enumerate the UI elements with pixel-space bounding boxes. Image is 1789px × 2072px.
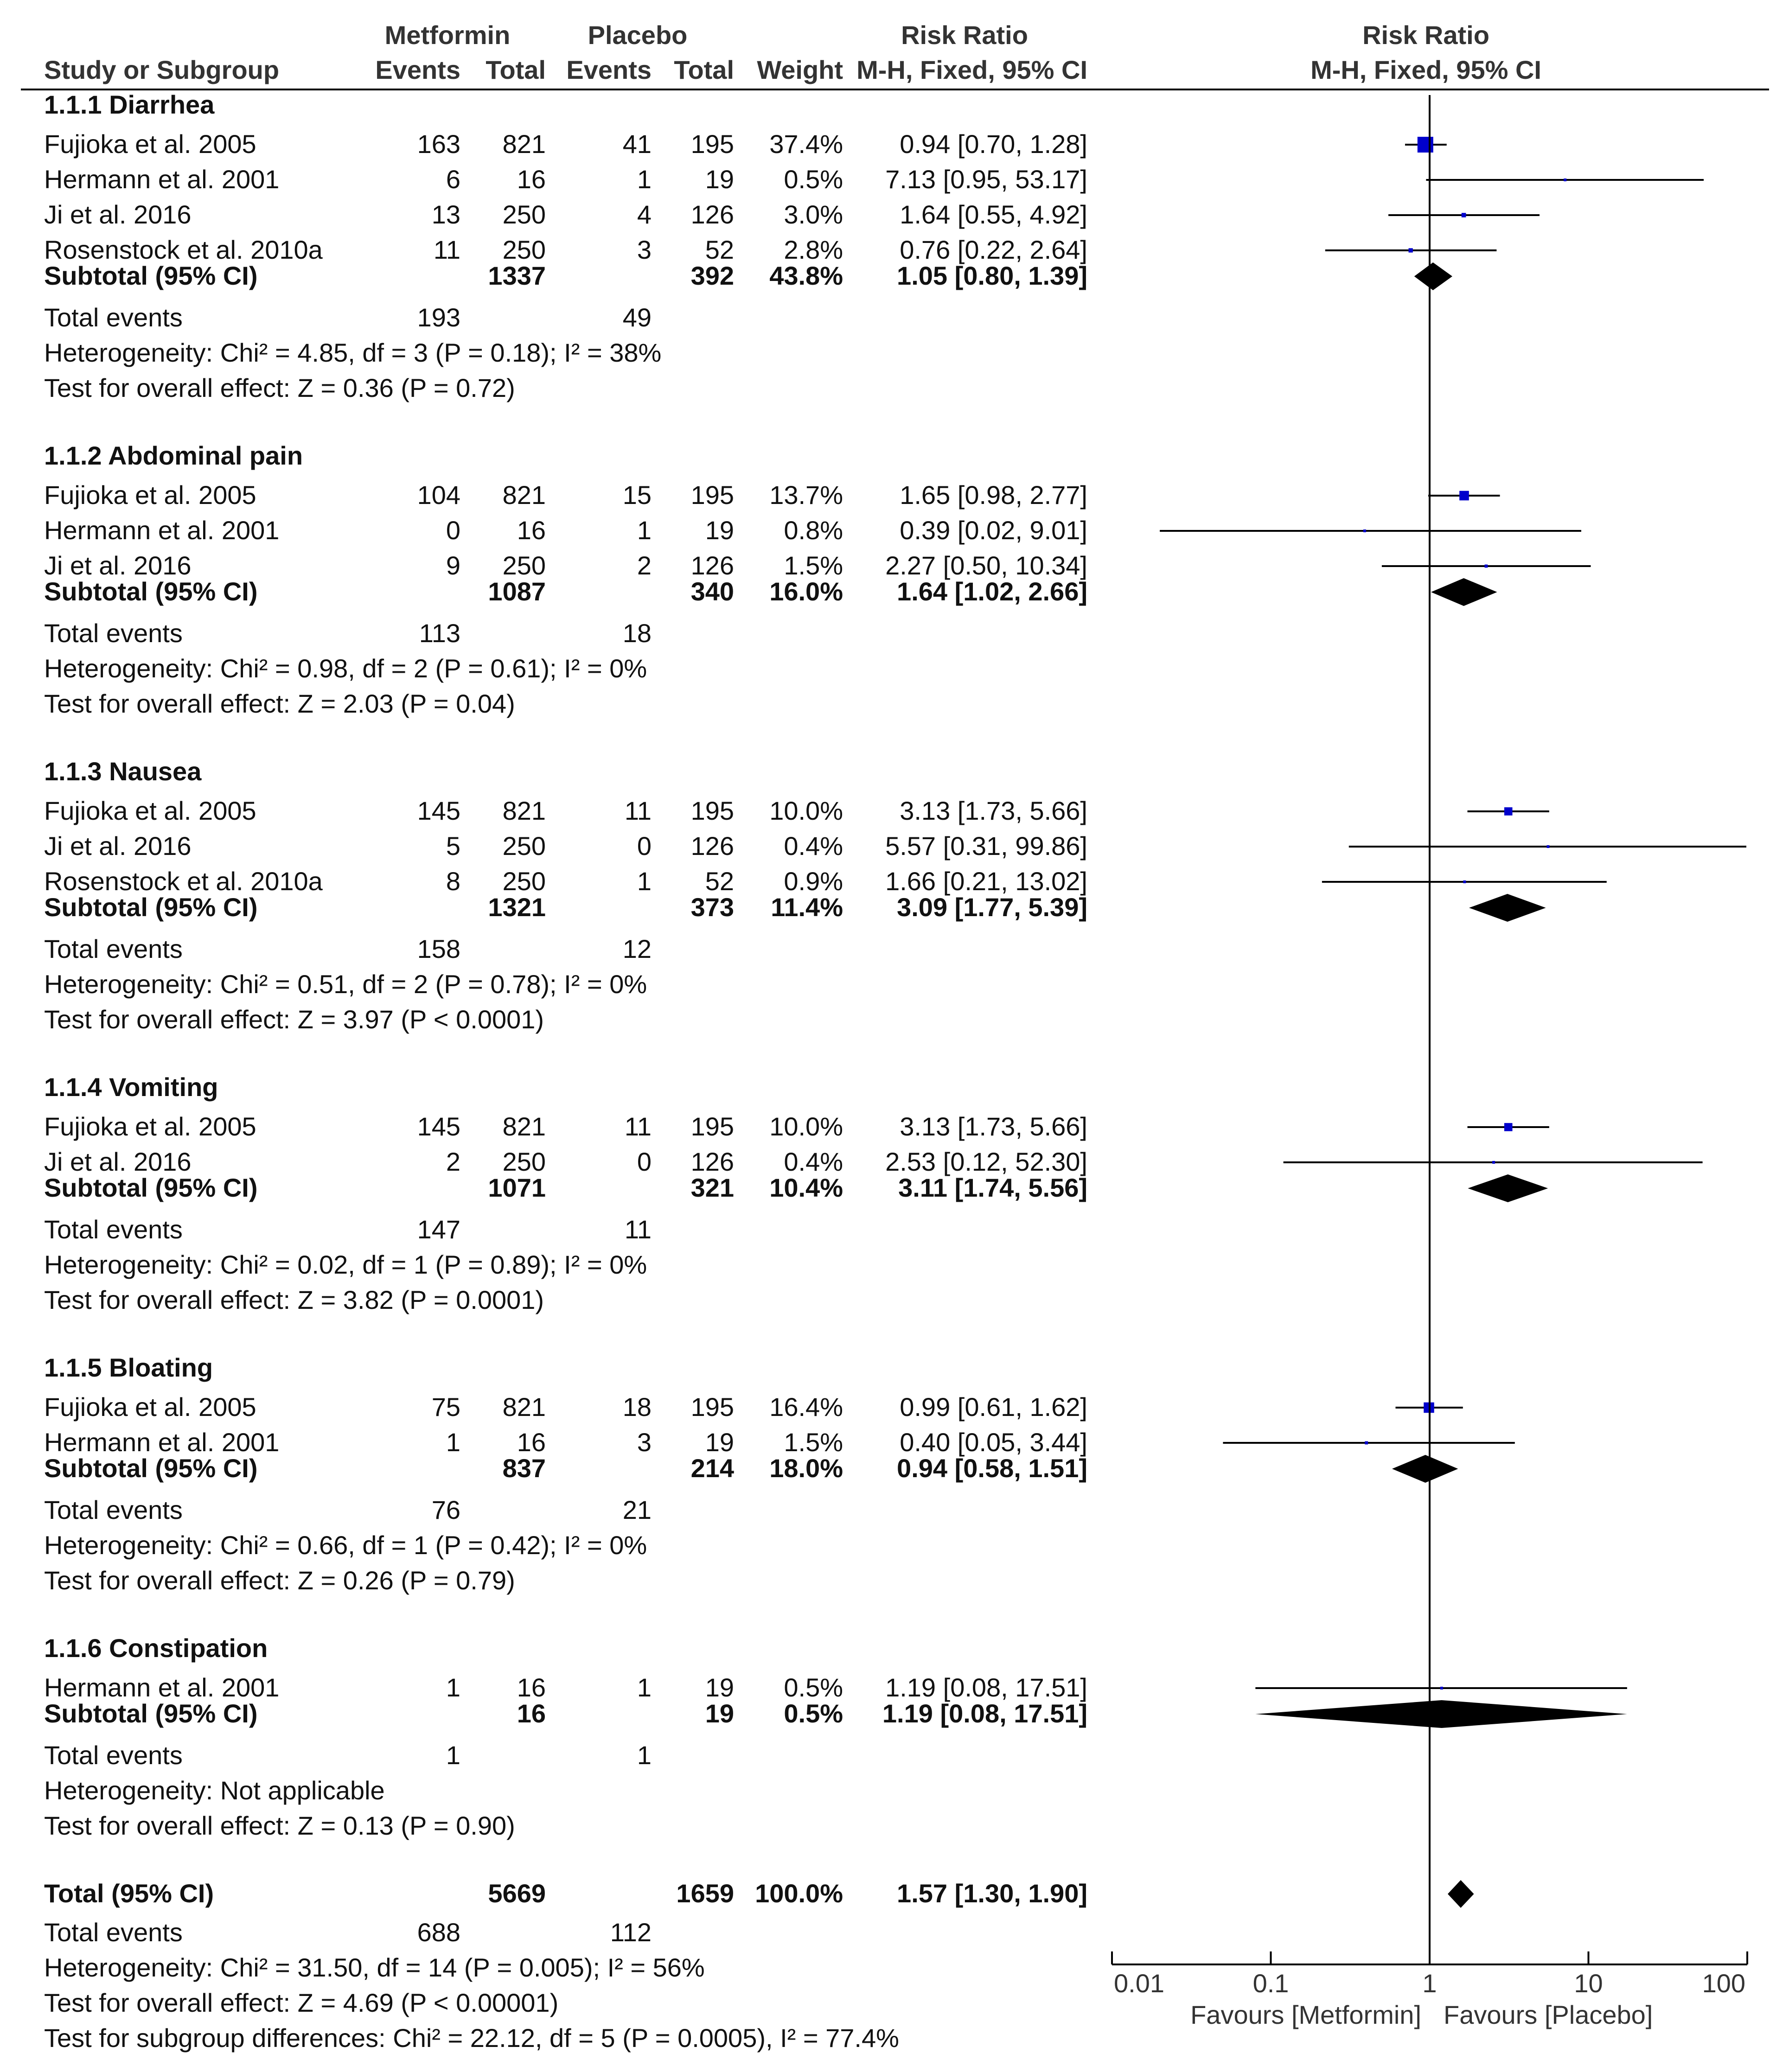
placebo-events: 2 xyxy=(637,551,652,580)
subgroup-title: 1.1.3 Nausea xyxy=(44,757,202,786)
study-name: Hermann et al. 2001 xyxy=(44,1428,280,1457)
placebo-events: 1 xyxy=(637,867,652,896)
study-name: Fujioka et al. 2005 xyxy=(44,796,256,825)
subtotal-ci: 1.19 [0.08, 17.51] xyxy=(882,1699,1087,1728)
study-ci: 0.39 [0.02, 9.01] xyxy=(900,516,1087,545)
placebo-events: 18 xyxy=(622,1392,652,1422)
total-events-label: Total events xyxy=(44,934,183,963)
metformin-events: 5 xyxy=(446,831,460,861)
study-ci: 3.13 [1.73, 5.66] xyxy=(900,796,1087,825)
subgroup-differences-text: Test for subgroup differences: Chi² = 22.12, df = 5 (P = 0.0005), I² = 77.4% xyxy=(44,2023,899,2053)
total-events-metformin: 1 xyxy=(446,1740,460,1770)
subtotal-placebo-total: 19 xyxy=(705,1699,734,1728)
total-events-label: Total events xyxy=(44,1740,183,1770)
subgroup-title: 1.1.2 Abdominal pain xyxy=(44,441,303,470)
overall-effect-text: Test for overall effect: Z = 3.97 (P < 0.0001) xyxy=(44,1005,544,1034)
total-events-placebo: 49 xyxy=(622,303,652,332)
study-name: Rosenstock et al. 2010a xyxy=(44,235,323,264)
study-marker xyxy=(1409,248,1413,252)
study-marker xyxy=(1504,1123,1513,1131)
study-name: Fujioka et al. 2005 xyxy=(44,129,256,159)
metformin-events: 0 xyxy=(446,516,460,545)
subgroup-title: 1.1.6 Constipation xyxy=(44,1633,268,1663)
study-ci: 0.99 [0.61, 1.62] xyxy=(900,1392,1087,1422)
total-events-placebo: 12 xyxy=(622,934,652,963)
subtotal-metformin-total: 16 xyxy=(517,1699,546,1728)
study-marker xyxy=(1365,1441,1368,1445)
subtotal-weight: 10.4% xyxy=(769,1173,843,1202)
study-marker xyxy=(1564,179,1566,181)
study-name: Ji et al. 2016 xyxy=(44,551,192,580)
placebo-events: 4 xyxy=(637,200,652,229)
metformin-events: 1 xyxy=(446,1673,460,1702)
total-events-placebo: 11 xyxy=(624,1215,652,1244)
subtotal-metformin-total: 1321 xyxy=(488,893,546,922)
study-marker xyxy=(1546,845,1549,848)
subtotal-label: Subtotal (95% CI) xyxy=(44,1699,258,1728)
study-name: Fujioka et al. 2005 xyxy=(44,1112,256,1141)
metformin-total: 250 xyxy=(502,235,546,264)
metformin-events: 9 xyxy=(446,551,460,580)
total-events-metformin: 113 xyxy=(419,618,460,648)
overall-effect-text: Test for overall effect: Z = 0.36 (P = 0.72) xyxy=(44,373,515,402)
metformin-events: 163 xyxy=(417,129,460,159)
metformin-events: 11 xyxy=(433,235,460,264)
study-weight: 10.0% xyxy=(769,1112,843,1141)
study-marker xyxy=(1440,1687,1443,1689)
total-metformin-total: 5669 xyxy=(488,1879,546,1908)
placebo-total: 195 xyxy=(690,796,734,825)
metformin-total: 821 xyxy=(502,480,546,510)
study-marker xyxy=(1485,565,1488,568)
placebo-total: 195 xyxy=(690,129,734,159)
metformin-events: 145 xyxy=(417,1112,460,1141)
metformin-total: 821 xyxy=(502,1392,546,1422)
metformin-total: 16 xyxy=(517,1673,546,1702)
subtotal-placebo-total: 214 xyxy=(690,1454,734,1483)
subtotal-ci: 3.11 [1.74, 5.56] xyxy=(898,1173,1087,1202)
study-name: Fujioka et al. 2005 xyxy=(44,1392,256,1422)
study-ci: 1.65 [0.98, 2.77] xyxy=(900,480,1087,510)
x-tick-label: 10 xyxy=(1574,1969,1603,1998)
total-label: Total (95% CI) xyxy=(44,1879,214,1908)
study-marker xyxy=(1504,807,1513,816)
metformin-events: 8 xyxy=(446,867,460,896)
placebo-total: 126 xyxy=(690,551,734,580)
subtotal-placebo-total: 373 xyxy=(690,893,734,922)
metformin-events: 104 xyxy=(417,480,460,510)
heterogeneity-text: Heterogeneity: Chi² = 4.85, df = 3 (P = 0.18); I² = 38% xyxy=(44,338,662,367)
total-events-label: Total events xyxy=(44,1215,183,1244)
study-name: Hermann et al. 2001 xyxy=(44,1673,280,1702)
metformin-events: 145 xyxy=(417,796,460,825)
subtotal-placebo-total: 321 xyxy=(690,1173,734,1202)
subtotal-weight: 18.0% xyxy=(769,1454,843,1483)
study-marker xyxy=(1459,491,1469,501)
study-weight: 10.0% xyxy=(769,796,843,825)
metformin-total: 821 xyxy=(502,1112,546,1141)
overall-effect-text: Test for overall effect: Z = 2.03 (P = 0.04) xyxy=(44,689,515,718)
total-events-placebo: 21 xyxy=(622,1495,652,1524)
heterogeneity-text: Heterogeneity: Chi² = 0.51, df = 2 (P = 0.78); I² = 0% xyxy=(44,969,647,999)
metformin-events: 75 xyxy=(431,1392,460,1422)
plot-method-header: M-H, Fixed, 95% CI xyxy=(1310,55,1541,84)
placebo-events: 11 xyxy=(624,1112,652,1141)
group1-header: Metformin xyxy=(384,20,511,50)
study-weight: 0.4% xyxy=(784,1147,843,1176)
group2-events-header: Events xyxy=(566,55,652,84)
subtotal-label: Subtotal (95% CI) xyxy=(44,1173,258,1202)
study-marker xyxy=(1363,529,1366,532)
subgroup-title: 1.1.1 Diarrhea xyxy=(44,90,215,119)
study-ci: 7.13 [0.95, 53.17] xyxy=(885,165,1087,194)
study-name: Fujioka et al. 2005 xyxy=(44,480,256,510)
study-weight: 2.8% xyxy=(784,235,843,264)
study-weight: 0.9% xyxy=(784,867,843,896)
placebo-events: 3 xyxy=(637,1428,652,1457)
placebo-events: 41 xyxy=(622,129,652,159)
placebo-total: 52 xyxy=(705,235,734,264)
metformin-events: 13 xyxy=(431,200,460,229)
study-weight: 0.5% xyxy=(784,1673,843,1702)
placebo-events: 0 xyxy=(637,1147,652,1176)
total-events-placebo: 18 xyxy=(622,618,652,648)
metformin-total: 16 xyxy=(517,165,546,194)
weight-header: Weight xyxy=(757,55,843,84)
subtotal-weight: 11.4% xyxy=(771,893,843,922)
study-marker xyxy=(1462,213,1466,217)
study-ci: 3.13 [1.73, 5.66] xyxy=(900,1112,1087,1141)
study-name: Rosenstock et al. 2010a xyxy=(44,867,323,896)
study-ci: 0.76 [0.22, 2.64] xyxy=(900,235,1087,264)
total-events-metformin: 76 xyxy=(431,1495,460,1524)
study-ci: 0.94 [0.70, 1.28] xyxy=(900,129,1087,159)
study-header: Study or Subgroup xyxy=(44,55,280,84)
heterogeneity-text: Heterogeneity: Chi² = 0.02, df = 1 (P = 0.89); I² = 0% xyxy=(44,1250,647,1279)
overall-effect-text: Test for overall effect: Z = 3.82 (P = 0.0001) xyxy=(44,1285,544,1314)
study-name: Ji et al. 2016 xyxy=(44,1147,192,1176)
study-ci: 5.57 [0.31, 99.86] xyxy=(885,831,1087,861)
placebo-total: 126 xyxy=(690,831,734,861)
x-tick-label: 0.01 xyxy=(1114,1969,1164,1998)
x-tick-label: 0.1 xyxy=(1252,1969,1289,1998)
subtotal-weight: 43.8% xyxy=(769,261,843,290)
subgroup-title: 1.1.5 Bloating xyxy=(44,1353,213,1382)
study-name: Ji et al. 2016 xyxy=(44,200,192,229)
placebo-events: 1 xyxy=(637,516,652,545)
x-tick-label: 1 xyxy=(1422,1969,1437,1998)
subtotal-weight: 16.0% xyxy=(769,577,843,606)
study-weight: 0.4% xyxy=(784,831,843,861)
placebo-total: 19 xyxy=(705,1428,734,1457)
total-weight: 100.0% xyxy=(755,1879,843,1908)
metformin-total: 16 xyxy=(517,516,546,545)
metformin-total: 250 xyxy=(502,551,546,580)
effect-method-header: M-H, Fixed, 95% CI xyxy=(856,55,1087,84)
metformin-total: 250 xyxy=(502,1147,546,1176)
study-ci: 1.64 [0.55, 4.92] xyxy=(900,200,1087,229)
total-placebo-total: 1659 xyxy=(676,1879,734,1908)
overall-effect-text: Test for overall effect: Z = 0.13 (P = 0.90) xyxy=(44,1811,515,1840)
metformin-total: 821 xyxy=(502,796,546,825)
metformin-events: 6 xyxy=(446,165,460,194)
placebo-events: 1 xyxy=(637,1673,652,1702)
subtotal-metformin-total: 1071 xyxy=(488,1173,546,1202)
total-heterogeneity-text: Heterogeneity: Chi² = 31.50, df = 14 (P = 0.005); I² = 56% xyxy=(44,1953,705,1982)
overall-effect-text: Test for overall effect: Z = 0.26 (P = 0.79) xyxy=(44,1566,515,1595)
subtotal-ci: 3.09 [1.77, 5.39] xyxy=(897,893,1087,922)
study-name: Ji et al. 2016 xyxy=(44,831,192,861)
study-name: Hermann et al. 2001 xyxy=(44,165,280,194)
study-marker xyxy=(1418,137,1433,153)
placebo-total: 19 xyxy=(705,1673,734,1702)
total-events-metformin: 193 xyxy=(417,303,460,332)
study-weight: 0.5% xyxy=(784,165,843,194)
subtotal-metformin-total: 837 xyxy=(502,1454,546,1483)
subtotal-ci: 0.94 [0.58, 1.51] xyxy=(897,1454,1087,1483)
study-weight: 0.8% xyxy=(784,516,843,545)
study-ci: 0.40 [0.05, 3.44] xyxy=(900,1428,1087,1457)
total-ci: 1.57 [1.30, 1.90] xyxy=(897,1879,1087,1908)
study-name: Hermann et al. 2001 xyxy=(44,516,280,545)
metformin-total: 250 xyxy=(502,831,546,861)
total-events-metformin: 688 xyxy=(417,1918,460,1947)
placebo-total: 195 xyxy=(690,1112,734,1141)
subtotal-weight: 0.5% xyxy=(784,1699,843,1728)
placebo-total: 195 xyxy=(690,1392,734,1422)
subtotal-label: Subtotal (95% CI) xyxy=(44,261,258,290)
total-events-label: Total events xyxy=(44,303,183,332)
total-events-label: Total events xyxy=(44,1918,183,1947)
study-ci: 2.27 [0.50, 10.34] xyxy=(885,551,1087,580)
placebo-events: 11 xyxy=(624,796,652,825)
metformin-events: 2 xyxy=(446,1147,460,1176)
heterogeneity-text: Heterogeneity: Chi² = 0.66, df = 1 (P = 0.42); I² = 0% xyxy=(44,1530,647,1560)
study-weight: 1.5% xyxy=(784,1428,843,1457)
group2-total-header: Total xyxy=(674,55,734,84)
placebo-total: 19 xyxy=(705,165,734,194)
total-events-metformin: 147 xyxy=(417,1215,460,1244)
total-events-placebo: 1 xyxy=(637,1740,652,1770)
group1-total-header: Total xyxy=(486,55,546,84)
study-ci: 1.66 [0.21, 13.02] xyxy=(885,867,1087,896)
study-marker xyxy=(1463,880,1466,883)
subtotal-label: Subtotal (95% CI) xyxy=(44,577,258,606)
heterogeneity-text: Heterogeneity: Chi² = 0.98, df = 2 (P = 0.61); I² = 0% xyxy=(44,654,647,683)
placebo-events: 3 xyxy=(637,235,652,264)
study-marker xyxy=(1492,1161,1495,1164)
total-overall-effect-text: Test for overall effect: Z = 4.69 (P < 0.00001) xyxy=(44,1988,559,2017)
plot-header: Risk Ratio xyxy=(1362,20,1489,50)
group2-header: Placebo xyxy=(588,20,688,50)
placebo-events: 0 xyxy=(637,831,652,861)
metformin-total: 16 xyxy=(517,1428,546,1457)
metformin-total: 250 xyxy=(502,867,546,896)
subtotal-label: Subtotal (95% CI) xyxy=(44,1454,258,1483)
placebo-events: 15 xyxy=(622,480,652,510)
placebo-events: 1 xyxy=(637,165,652,194)
study-weight: 13.7% xyxy=(769,480,843,510)
effect-header: Risk Ratio xyxy=(901,20,1028,50)
study-weight: 37.4% xyxy=(769,129,843,159)
study-weight: 16.4% xyxy=(769,1392,843,1422)
total-events-label: Total events xyxy=(44,618,183,648)
placebo-total: 195 xyxy=(690,480,734,510)
subgroup-title: 1.1.4 Vomiting xyxy=(44,1072,218,1102)
subtotal-placebo-total: 340 xyxy=(690,577,734,606)
study-weight: 1.5% xyxy=(784,551,843,580)
total-events-label: Total events xyxy=(44,1495,183,1524)
total-events-metformin: 158 xyxy=(417,934,460,963)
favours-left-label: Favours [Metformin] xyxy=(1190,2000,1421,2029)
subtotal-metformin-total: 1337 xyxy=(488,261,546,290)
metformin-events: 1 xyxy=(446,1428,460,1457)
study-ci: 2.53 [0.12, 52.30] xyxy=(885,1147,1087,1176)
metformin-total: 821 xyxy=(502,129,546,159)
placebo-total: 52 xyxy=(705,867,734,896)
subtotal-placebo-total: 392 xyxy=(690,261,734,290)
metformin-total: 250 xyxy=(502,200,546,229)
heterogeneity-text: Heterogeneity: Not applicable xyxy=(44,1776,385,1805)
placebo-total: 19 xyxy=(705,516,734,545)
favours-right-label: Favours [Placebo] xyxy=(1444,2000,1653,2029)
subtotal-label: Subtotal (95% CI) xyxy=(44,893,258,922)
placebo-total: 126 xyxy=(690,200,734,229)
subtotal-ci: 1.05 [0.80, 1.39] xyxy=(897,261,1087,290)
group1-events-header: Events xyxy=(375,55,460,84)
subtotal-metformin-total: 1087 xyxy=(488,577,546,606)
total-events-placebo: 112 xyxy=(610,1918,652,1947)
subtotal-ci: 1.64 [1.02, 2.66] xyxy=(897,577,1087,606)
study-weight: 3.0% xyxy=(784,200,843,229)
x-tick-label: 100 xyxy=(1702,1969,1745,1998)
study-ci: 1.19 [0.08, 17.51] xyxy=(885,1673,1087,1702)
placebo-total: 126 xyxy=(690,1147,734,1176)
